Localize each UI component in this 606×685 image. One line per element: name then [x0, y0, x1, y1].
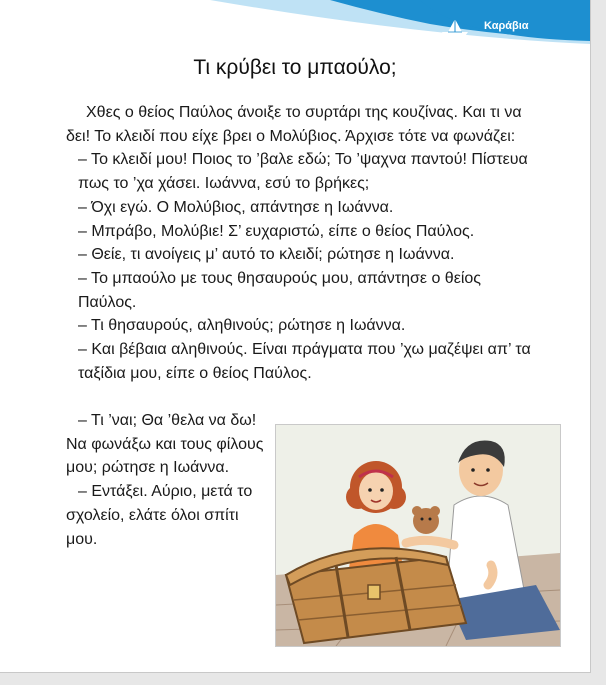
dialogue-line: – Τι ’ναι; Θα ’θελα να δω! Να φωνάξω και τους φίλους μου; ρώτησε η Ιωάννα. [66, 412, 264, 477]
dialogue-line: – Και βέβαια αληθινούς. Είναι πράγματα που ’χω μαζέψει απ’ τα ταξίδια μου, είπε ο θείος Παύλος. [78, 341, 531, 382]
story-intro: Χθες ο θείος Παύλος άνοιξε το συρτάρι της κουζίνας. Και τι να δει! Το κλειδί που είχε βρει ο Μολύβιος. Άρχισε τότε να φωνάζει: [66, 104, 522, 145]
dialogue-line: – Τι θησαυρούς, αληθινούς; ρώτησε η Ιωάννα. [78, 317, 406, 335]
section-label: Καράβια [484, 20, 529, 32]
dialogue-line: – Μπράβο, Μολύβιε! Σ’ ευχαριστώ, είπε ο θείος Παύλος. [78, 222, 475, 240]
dialogue-line: – Όχι εγώ. Ο Μολύβιος, απάντησε η Ιωάννα. [78, 198, 394, 216]
dialogue-line: – Το μπαούλο με τους θησαυρούς μου, απάντησε ο θείος Παύλος. [78, 269, 481, 311]
dialogue-line: – Θείε, τι ανοίγεις μ’ αυτό το κλειδί; ρώτησε η Ιωάννα. [78, 246, 455, 264]
dialogue-line: – Το κλειδί μου! Ποιος το ’βαλε εδώ; Το ’ψαχνα παντού! Πίστευα πως το ’χα χάσει. Ιωάννα, εσύ το βρήκες; [78, 151, 528, 193]
story-text [66, 101, 538, 385]
story-illustration [275, 424, 561, 647]
paper-boat-icon [440, 16, 470, 42]
story-title: Τι κρύβει το μπαούλο; [193, 56, 397, 79]
dialogue-line: – Εντάξει. Αύριο, μετά το σχολείο, ελάτε όλοι σπίτι μου. [66, 483, 253, 548]
story-text-beside-picture [66, 409, 268, 551]
